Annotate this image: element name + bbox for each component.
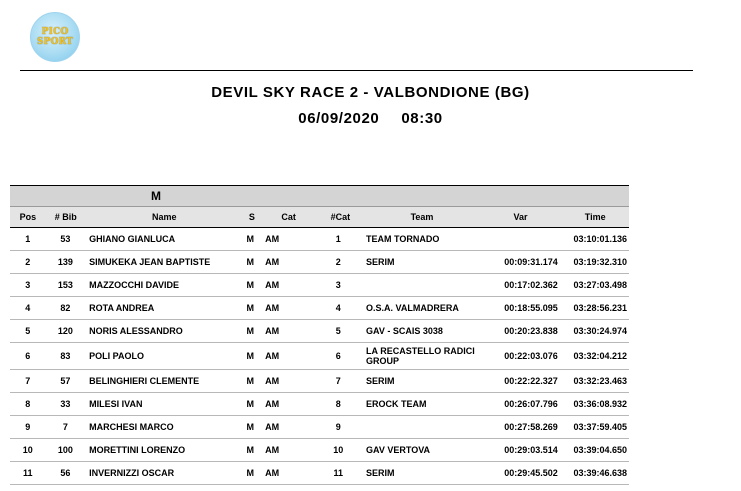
cell-var: 00:20:23.838 [504,326,558,336]
col-var: Var [513,212,528,222]
cell-cat: AM [265,303,280,313]
cell-sex: M [246,422,254,432]
cell-ncat: 4 [335,303,341,313]
cell-team: TEAM TORNADO [366,234,440,244]
cell-ncat: 6 [335,351,341,361]
table-header [10,206,629,228]
cell-time: 03:37:59.405 [573,422,628,432]
cell-ncat: 3 [335,280,341,290]
cell-cat: AM [265,280,280,290]
cell-cat: AM [265,326,280,336]
table-row [10,439,629,462]
cell-ncat: 10 [333,445,344,455]
cell-var: 00:17:02.362 [504,280,558,290]
cell-team: SERIM [366,468,395,478]
cell-name: MAZZOCCHI DAVIDE [89,280,179,290]
cell-bib: 100 [57,445,73,455]
cell-sex: M [246,280,254,290]
cell-sex: M [246,376,254,386]
cell-time: 03:36:08.932 [573,399,628,409]
cell-team: LA RECASTELLO RADICI GROUP [366,346,475,366]
cell-pos: 8 [25,399,31,409]
cell-bib: 57 [60,376,71,386]
cell-name: POLI PAOLO [89,351,144,361]
cell-pos: 3 [25,280,31,290]
cell-ncat: 11 [333,468,344,478]
cell-time: 03:39:46.638 [573,468,628,478]
cell-team: GAV - SCAIS 3038 [366,326,443,336]
table-row [10,370,629,393]
table-row [10,320,629,343]
cell-time: 03:39:04.650 [573,445,628,455]
cell-time: 03:28:56.231 [573,303,628,313]
category-label: M [151,189,161,203]
category-header [10,186,629,206]
cell-var: 00:29:45.502 [504,468,558,478]
logo-line-2: SPORT [36,37,74,47]
cell-pos: 5 [25,326,31,336]
cell-cat: AM [265,234,280,244]
cell-time: 03:19:32.310 [573,257,628,267]
cell-sex: M [246,351,254,361]
table-row [10,462,629,485]
cell-cat: AM [265,399,280,409]
cell-var: 00:29:03.514 [504,445,558,455]
cell-ncat: 5 [335,326,341,336]
col-time: Time [584,212,606,222]
cell-name: MILESI IVAN [89,399,143,409]
table-row [10,416,629,439]
cell-name: GHIANO GIANLUCA [89,234,176,244]
cell-bib: 7 [62,422,68,432]
cell-ncat: 9 [335,422,341,432]
col-ncat: #Cat [330,212,351,222]
cell-bib: 153 [57,280,73,290]
header-divider [20,70,693,71]
event-date: 06/09/2020 [298,110,380,127]
cell-time: 03:32:04.212 [573,351,628,361]
cell-team: EROCK TEAM [366,399,427,409]
cell-team: GAV VERTOVA [366,445,431,455]
cell-pos: 4 [25,303,31,313]
cell-pos: 9 [25,422,31,432]
table-row [10,393,629,416]
cell-name: INVERNIZZI OSCAR [89,468,175,478]
cell-time: 03:10:01.136 [573,234,628,244]
cell-sex: M [246,234,254,244]
table-row [10,343,629,370]
results-table [10,185,629,491]
cell-team: SERIM [366,257,395,267]
cell-pos: 11 [23,468,33,478]
cell-var: 00:27:58.269 [504,422,558,432]
cell-sex: M [246,445,254,455]
cell-var: 00:26:07.796 [504,399,558,409]
table-row [10,274,629,297]
cell-cat: AM [265,257,280,267]
logo-line-1: PICO [41,27,69,37]
cell-cat: AM [265,376,280,386]
cell-name: MORETTINI LORENZO [89,445,186,455]
cell-var: 00:18:55.095 [504,303,558,313]
pico-sport-logo [30,12,80,62]
cell-time: 03:32:23.463 [573,376,628,386]
col-sex: S [248,212,255,222]
cell-bib: 139 [57,257,73,267]
cell-pos: 2 [25,257,31,267]
cell-cat: AM [265,445,280,455]
cell-bib: 120 [57,326,73,336]
cell-sex: M [246,303,254,313]
cell-var: 00:22:22.327 [504,376,558,386]
cell-team: O.S.A. VALMADRERA [366,303,459,313]
cell-sex: M [246,468,254,478]
cell-bib: 83 [60,351,71,361]
cell-cat: AM [265,351,280,361]
col-name: Name [152,212,177,222]
cell-sex: M [246,399,254,409]
cell-pos: 6 [25,351,31,361]
col-pos: Pos [19,212,37,222]
cell-ncat: 1 [335,234,341,244]
col-bib: # Bib [54,212,77,222]
cell-pos: 1 [25,234,31,244]
col-team: Team [410,212,434,222]
cell-ncat: 7 [335,376,341,386]
cell-pos: 10 [22,445,33,455]
cell-team: SERIM [366,376,395,386]
cell-sex: M [246,257,254,267]
cell-name: NORIS ALESSANDRO [89,326,183,336]
cell-cat: AM [265,468,280,478]
col-cat: Cat [281,212,296,222]
cell-sex: M [246,326,254,336]
cell-ncat: 2 [335,257,341,267]
cell-bib: 53 [60,234,71,244]
cell-bib: 56 [60,468,71,478]
cell-ncat: 8 [335,399,341,409]
cell-name: MARCHESI MARCO [89,422,174,432]
cell-time: 03:30:24.974 [573,326,628,336]
event-time: 08:30 [401,110,443,127]
cell-time: 03:27:03.498 [573,280,628,290]
table-row [10,297,629,320]
cell-var: 00:22:03.076 [504,351,558,361]
event-datetime [0,110,741,127]
cell-cat: AM [265,422,280,432]
cell-bib: 33 [60,399,71,409]
table-row [10,228,629,251]
cell-name: SIMUKEKA JEAN BAPTISTE [89,257,211,267]
table-row [10,251,629,274]
cell-name: BELINGHIERI CLEMENTE [89,376,200,386]
cell-name: ROTA ANDREA [89,303,155,313]
event-title: DEVIL SKY RACE 2 - VALBONDIONE (BG) [211,84,530,101]
cell-bib: 82 [60,303,71,313]
cell-pos: 7 [25,376,31,386]
cell-var: 00:09:31.174 [504,257,558,267]
